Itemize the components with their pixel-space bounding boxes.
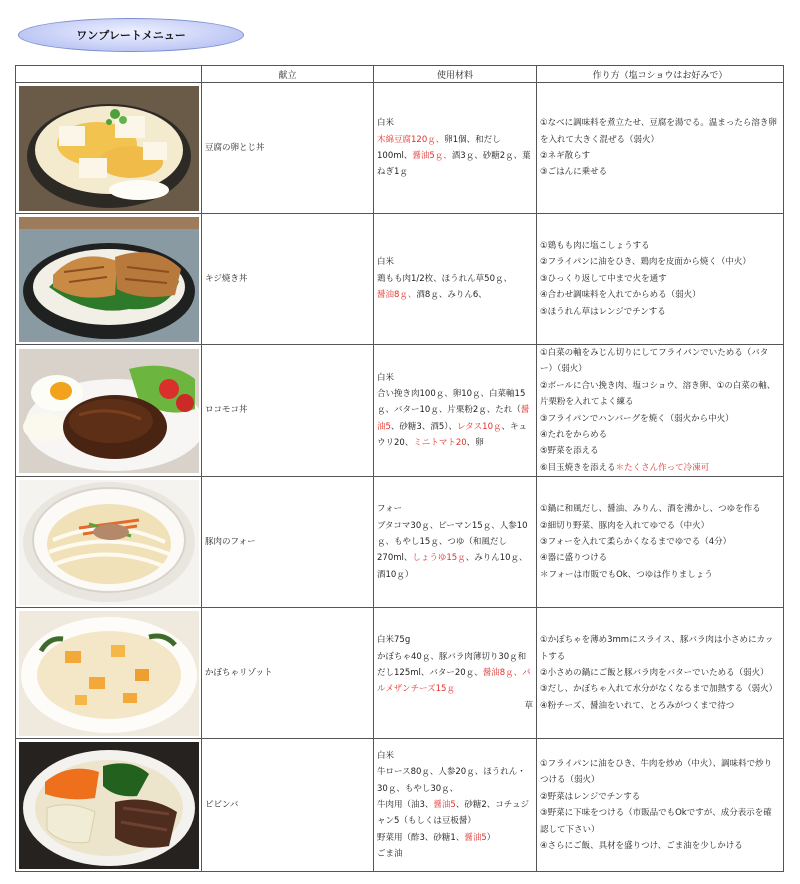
dish-name: ビビンバ <box>202 739 374 872</box>
method-step: ③ひっくり返して中まで火を通す <box>540 273 667 284</box>
method-step: ②ネギ散らす <box>540 151 591 161</box>
ingredients-cell <box>374 608 537 739</box>
ingredient-text-red: 醤油5 <box>433 800 456 811</box>
ingredient-text-red: 木綿豆腐120ｇ、 <box>377 134 445 145</box>
method-step: ③だし、かぼちゃ入れて水分がなくなるまで加熱する（弱火） <box>540 684 778 695</box>
method-step: ④さらにご飯、具材を盛りつけ、ごま油を少しかける <box>540 841 743 852</box>
ingredient-text-red: ミニトマト20 <box>413 438 467 449</box>
ingredient-text: 合い挽き肉100ｇ、卵10ｇ、白菜軸15ｇ、バター10ｇ、片栗粉2ｇ、たれ（ <box>377 389 526 416</box>
menu-table <box>15 65 784 872</box>
method-step: ④たれをからめる <box>540 430 608 441</box>
method-step: ＊フォーは市販でもOk、つゆは作りましょう <box>540 569 713 580</box>
ingredient-text: 、砂糖3、酒5）、 <box>390 421 457 432</box>
dish-photo-cell <box>16 214 202 345</box>
dish-photo-cell <box>16 739 202 872</box>
header-menu: 献立 <box>202 66 374 83</box>
ingredients-cell <box>374 477 537 608</box>
ingredient-text: 野菜用（酢3、砂糖1、 <box>377 832 465 843</box>
ingredient-text: 白米 <box>377 118 395 129</box>
kiji-yaki-bowl-photo <box>19 217 199 342</box>
method-step: ②ボールに合い挽き肉、塩コショウ、溶き卵、①の白菜の軸、片栗粉を入れてよく練る <box>540 380 776 408</box>
method-step: ②野菜はレンジでチンする <box>540 791 641 802</box>
method-step: ③フォーを入れて柔らかくなるまでゆでる（4分） <box>540 537 732 548</box>
ingredient-text: 、みりん10ｇ、酒10ｇ） <box>377 553 528 580</box>
method-note-red: ＊たくさん作って冷凍可 <box>615 462 710 473</box>
ingredients-cell <box>374 345 537 477</box>
table-row <box>16 214 784 345</box>
method-step: ④合わせ調味料を入れてからめる（弱火） <box>540 290 701 301</box>
pork-pho-photo <box>19 480 199 605</box>
ingredient-text: 白米 <box>377 750 395 761</box>
ingredient-text: 卵1個、和だし100ml、 <box>377 134 501 161</box>
header-row <box>16 66 784 83</box>
method-step: ③ごはんに乗せる <box>540 167 608 178</box>
method-step: ①鶏もも肉に塩こしょうする <box>540 240 650 251</box>
header-ingredients: 使用材料 <box>374 66 537 83</box>
dish-name: 豚肉のフォー <box>202 477 374 608</box>
table-row <box>16 608 784 739</box>
table-row <box>16 477 784 608</box>
dish-name: キジ焼き丼 <box>202 214 374 345</box>
ingredient-text: 白米 <box>377 257 395 268</box>
ingredient-text: かぼちゃ40ｇ、豚バラ肉薄切り30ｇ和だし125ml、バター20ｇ、 <box>377 651 527 679</box>
method-cell <box>537 214 784 345</box>
ingredient-text: ごま油 <box>377 849 403 860</box>
method-step: ⑤野菜を添える <box>540 446 599 457</box>
method-step: ①かぼちゃを薄め3mmにスライス、豚バラ肉は小さめにカットする <box>540 635 774 662</box>
ingredient-text-red: 醤油8ｇ、パルメザンチーズ15ｇ <box>377 668 531 695</box>
method-step: ②小さめの鍋にご飯と豚バラ肉をバターでいためる（弱火） <box>540 668 769 679</box>
method-step: ③野菜に下味をつける（市販品でもOkですが、成分表示を確認して下さい） <box>540 808 772 835</box>
ingredients-cell <box>374 214 537 345</box>
dish-photo-cell <box>16 608 202 739</box>
ingredient-text: 牛肉用（油3、 <box>377 800 434 811</box>
page-title: ワンプレートメニュー <box>76 29 186 42</box>
method-step: ②細切り野菜、豚肉を入れてゆでる（中火） <box>540 520 710 531</box>
dish-name: 豆腐の卵とじ丼 <box>202 83 374 214</box>
dish-photo-cell <box>16 83 202 214</box>
method-cell <box>537 608 784 739</box>
ingredients-cell <box>374 83 537 214</box>
ingredient-text: ブタコマ30ｇ、ピーマン15ｇ、人参10ｇ、もやし15ｇ、つゆ（和風だし270ml、 <box>377 520 528 564</box>
method-cell <box>537 739 784 872</box>
table-row <box>16 739 784 872</box>
method-step: ④粉チーズ、醤油をいれて、とろみがつくまで待つ <box>540 700 735 711</box>
header-method: 作り方（塩コショウはお好みで） <box>537 66 784 83</box>
pumpkin-risotto-photo <box>19 611 199 736</box>
dish-photo-cell <box>16 477 202 608</box>
menu-title-badge <box>18 18 244 52</box>
method-step: ①鍋に和風だし、醤油、みりん、酒を沸かし、つゆを作る <box>540 504 761 515</box>
method-step: ④器に盛りつける <box>540 553 608 564</box>
ingredients-cell <box>374 739 537 872</box>
stray-character: 草 <box>524 700 533 711</box>
ingredient-text: ） <box>486 832 496 843</box>
method-step: ①フライパンに油をひき、牛肉を炒め（中火）、調味料で炒りつける（弱火） <box>540 759 773 786</box>
method-cell <box>537 477 784 608</box>
method-step: ③フライパンでハンバーグを焼く（弱火から中火） <box>540 413 734 424</box>
ingredient-text: フォー <box>377 504 403 515</box>
ingredient-line <box>377 830 533 846</box>
method-step: ①白菜の軸をみじん切りにしてフライパンでいためる（バター）（弱火） <box>540 348 769 375</box>
ingredient-text: 、キュウリ20、 <box>377 421 527 449</box>
ingredient-text-red: しょうゆ15ｇ <box>412 553 466 564</box>
method-step: ⑤ほうれん草はレンジでチンする <box>540 306 666 317</box>
bibimbap-photo <box>19 742 199 869</box>
loco-moco-photo <box>19 349 199 473</box>
ingredient-text: 白米 <box>377 372 395 383</box>
table-row <box>16 83 784 214</box>
ingredient-text: 酒3ｇ、砂糖2ｇ、葉ねぎ1ｇ <box>377 151 531 178</box>
ingredient-text-red: 醤油5ｇ、 <box>412 151 452 161</box>
method-step-text: ⑥目玉焼きを添える <box>540 462 616 473</box>
ingredient-text: 酒8ｇ、みりん6、 <box>416 290 487 301</box>
dish-photo-cell <box>16 345 202 477</box>
ingredient-text: 牛ロース80ｇ、人参20ｇ、ほうれん・30ｇ、もやし30ｇ、 <box>377 767 526 794</box>
method-cell <box>537 345 784 477</box>
table-row <box>16 345 784 477</box>
method-step: ①なべに調味料を煮立たせ、豆腐を湯でる。温まったら溶き卵を入れて大きく混ぜる（弱火） <box>540 118 777 145</box>
dish-name: かぼちゃリゾット <box>202 608 374 739</box>
dish-name: ロコモコ丼 <box>202 345 374 477</box>
header-photo <box>16 66 202 83</box>
ingredient-text-red: レタス10ｇ <box>457 421 502 432</box>
ingredient-text: 鶏もも肉1/2枚、ほうれん草50ｇ、 <box>377 273 512 284</box>
ingredient-text: 、卵 <box>466 438 484 449</box>
ingredient-text: 白米75g <box>377 635 411 646</box>
method-step <box>540 460 780 476</box>
method-cell <box>537 83 784 214</box>
ingredient-text-red: 醤油8ｇ、 <box>377 290 417 301</box>
tofu-egg-bowl-photo <box>19 86 199 211</box>
ingredient-text-red: 醤油5 <box>464 832 487 843</box>
ingredient-text: 、砂糖2、コチュジャン5（もしくは豆板醤） <box>377 800 529 827</box>
ingredient-text-red: 醤油5 <box>377 405 530 432</box>
method-step: ②フライパンに油をひき、鶏肉を皮面から焼く（中火） <box>540 257 751 268</box>
